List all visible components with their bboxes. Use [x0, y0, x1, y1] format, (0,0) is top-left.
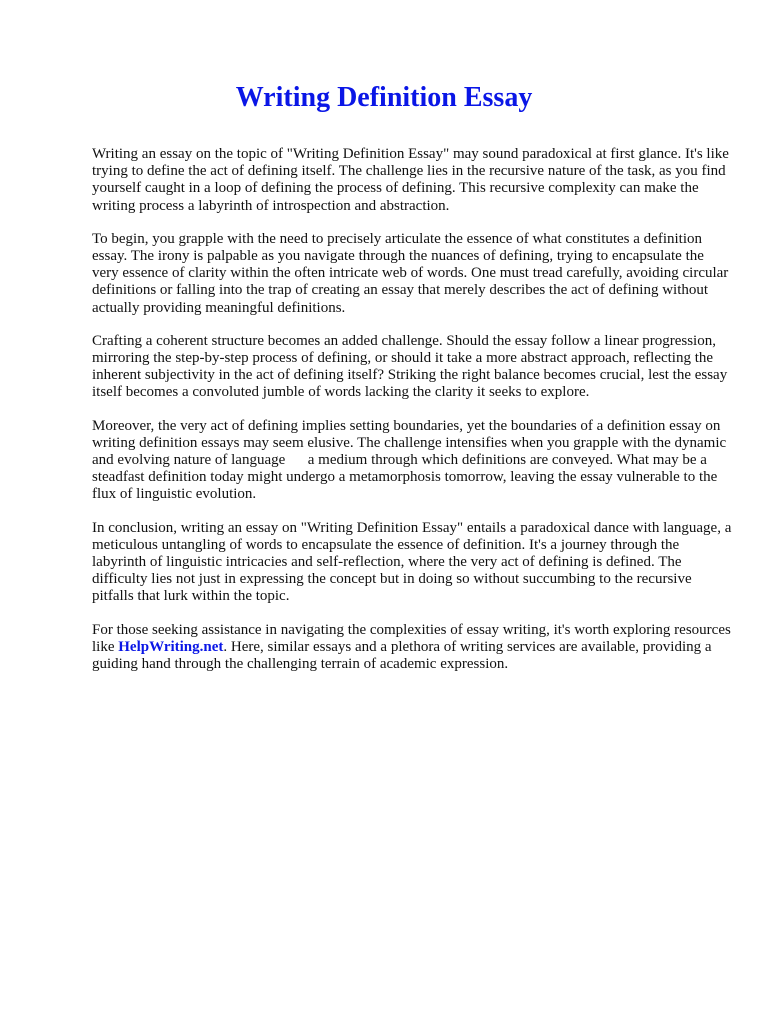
paragraph-1: Writing an essay on the topic of "Writing Definition Essay" may sound paradoxical at first glance. It's like trying to define the act of defining itself. The challenge lies in the recursive nature of the task, as you find yourself caught in a loop of defining the process of defining. This recursive complexity can make the writing process a labyrinth of introspection and abstraction. [92, 146, 729, 214]
paragraph-6 [92, 622, 732, 674]
paragraph-6-before: For those seeking assistance in navigating the complexities of essay writing, it's worth exploring resources like [92, 621, 731, 655]
document-body [92, 146, 732, 689]
paragraph-6-after: . Here, similar essays and a plethora of writing services are available, providing a guiding hand through the challenging terrain of academic expression. [92, 638, 712, 673]
page-title: Writing Definition Essay [235, 82, 533, 113]
helpwriting-link[interactable]: HelpWriting.net [118, 638, 224, 655]
paragraph-5: In conclusion, writing an essay on "Writing Definition Essay" entails a paradoxical dance with language, a meticulous untangling of words to encapsulate the essence of definition. It's a journey through the labyrinth of linguistic intricacies and self-reflection, where the very act of defining is defined. The difficulty lies not just in expressing the concept but in doing so without succumbing to the recursive pitfalls that lurk within the topic. [92, 519, 732, 605]
paragraph-3: Crafting a coherent structure becomes an added challenge. Should the essay follow a linear progression, mirroring the step-by-step process of defining, or should it take a more abstract approach, reflecting the inherent subjectivity in the act of defining itself? Striking the right balance becomes crucial, lest the essay itself becomes a convoluted jumble of words lacking the clarity it seeks to explore. [92, 332, 728, 401]
paragraph-4: Moreover, the very act of defining implies setting boundaries, yet the boundaries of a definition essay on writing definition essays may seem elusive. The challenge intensifies when you grapple with the dynamic and evolving nature of language a medium through which definitions are conveyed. What may be a steadfast definition today might undergo a metamorphosis tomorrow, leaving the essay vulnerable to the flux of linguistic evolution. [92, 417, 727, 503]
paragraph-2: To begin, you grapple with the need to precisely articulate the essence of what constitutes a definition essay. The irony is palpable as you navigate through the nuances of defining, trying to encapsulate the very essence of clarity within the often intricate web of words. One must tread carefully, avoiding circular definitions or falling into the trap of creating an essay that merely describes the act of defining without actually providing meaningful definitions. [92, 230, 729, 316]
